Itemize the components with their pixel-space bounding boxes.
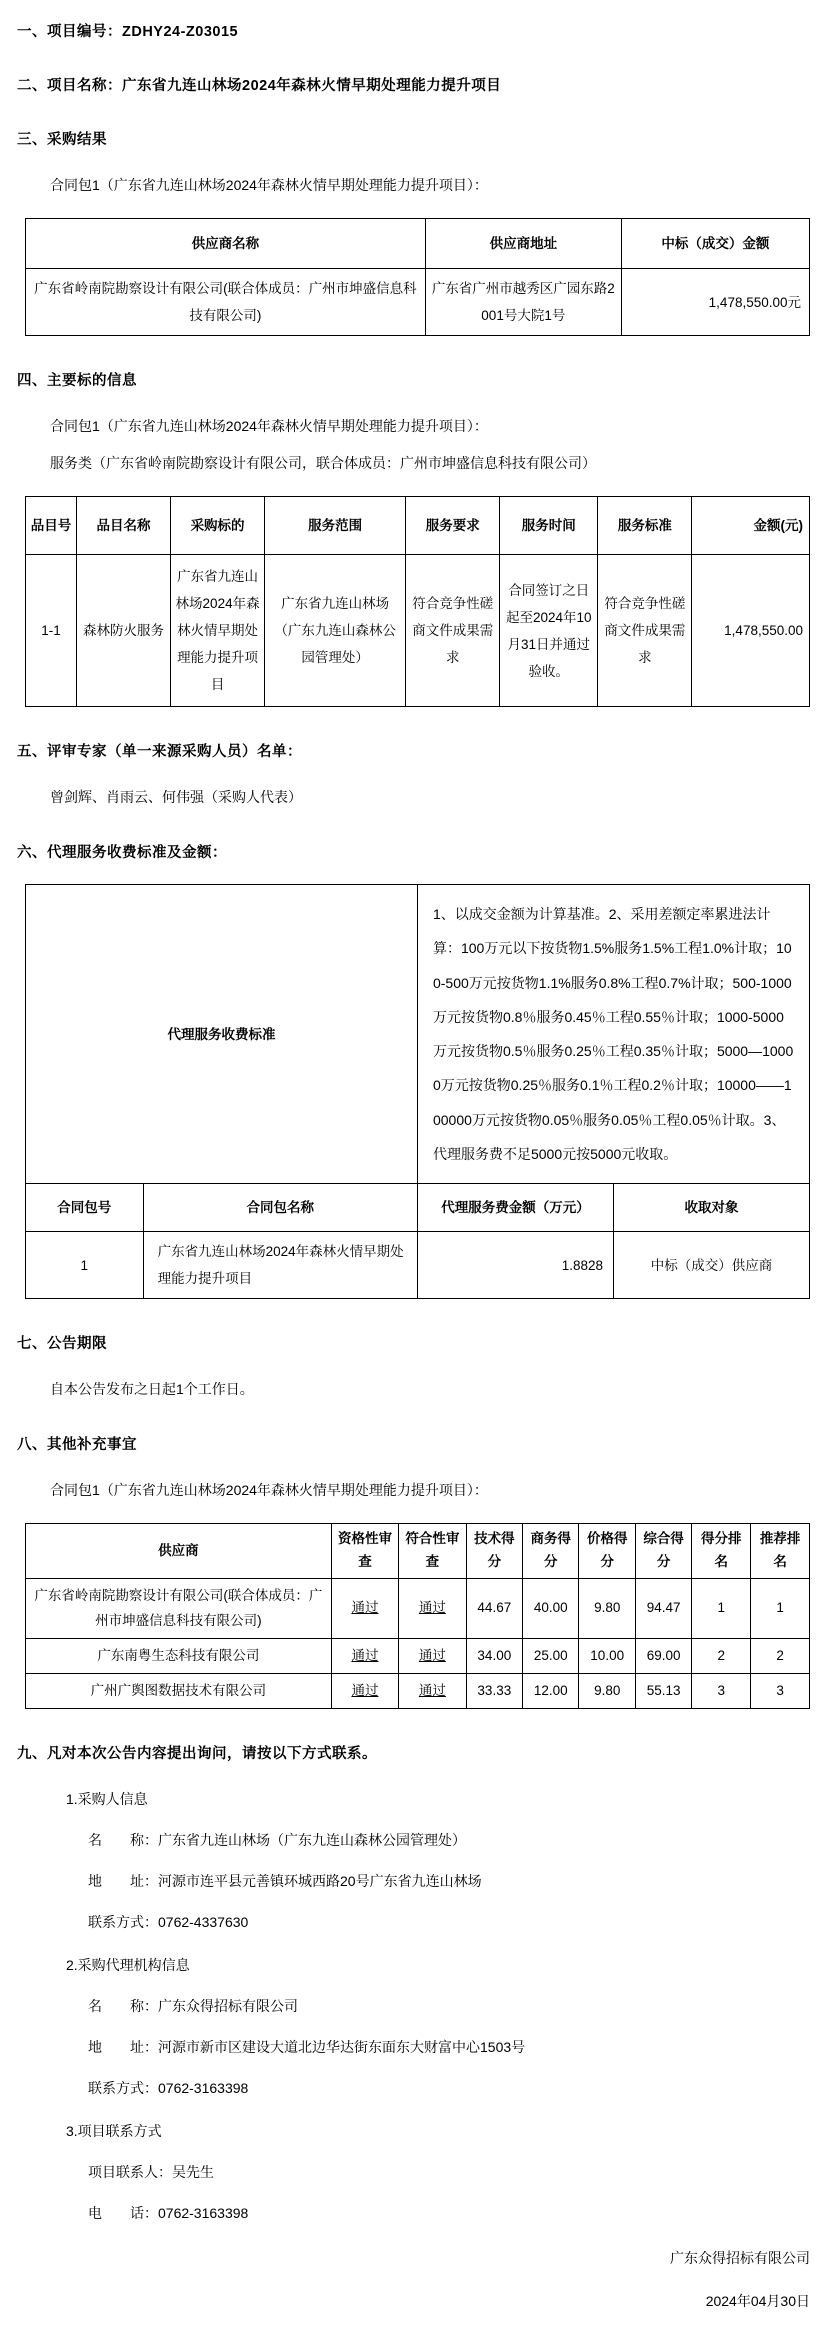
cell-technical-score: 44.67 bbox=[466, 1579, 522, 1639]
agency-contact: 联系方式：0762-3163398 bbox=[88, 2080, 249, 2097]
cell-supplier: 广州广舆图数据技术有限公司 bbox=[26, 1674, 332, 1709]
cell-price-score: 10.00 bbox=[579, 1638, 635, 1673]
header-item-number: 品目号 bbox=[26, 497, 77, 555]
cell-score-rank: 3 bbox=[692, 1674, 751, 1709]
section-5-heading: 五、评审专家（单一来源采购人员）名单： bbox=[17, 744, 302, 760]
cell-recommend-rank: 2 bbox=[751, 1638, 810, 1673]
table-row bbox=[26, 1579, 810, 1639]
section-7-heading: 七、公告期限 bbox=[17, 1336, 107, 1353]
section-2-project-name: 二、项目名称：广东省九连山林场2024年森林火情早期处理能力提升项目 bbox=[17, 78, 502, 94]
procurement-result-table bbox=[25, 218, 810, 336]
section-8-package-intro: 合同包1（广东省九连山林场2024年森林火情早期处理能力提升项目）： bbox=[50, 1482, 488, 1499]
header-price-score: 价格得分 bbox=[579, 1524, 635, 1579]
table-row bbox=[26, 555, 810, 707]
cell-package-number: 1 bbox=[26, 1232, 144, 1299]
cell-commercial-score: 25.00 bbox=[523, 1638, 579, 1673]
table-header-row bbox=[26, 1184, 810, 1232]
header-award-amount: 中标（成交）金额 bbox=[621, 219, 809, 269]
section-6-heading: 六、代理服务收费标准及金额： bbox=[17, 845, 227, 861]
footer-company-signature: 广东众得招标有限公司 bbox=[670, 2250, 810, 2267]
header-fee-amount: 代理服务费金额（万元） bbox=[417, 1184, 613, 1232]
table-row bbox=[26, 1674, 810, 1709]
header-service-standard: 服务标准 bbox=[598, 497, 692, 555]
purchaser-address: 地 址：河源市连平县元善镇环城西路20号广东省九连山林场 bbox=[88, 1873, 482, 1890]
cell-commercial-score: 40.00 bbox=[523, 1579, 579, 1639]
cell-supplier-address: 广东省广州市越秀区广园东路2001号大院1号 bbox=[425, 269, 621, 336]
agency-name: 名 称：广东众得招标有限公司 bbox=[88, 1998, 298, 2015]
cell-service-standard: 符合竞争性磋商文件成果需求 bbox=[598, 555, 692, 707]
table-header-row bbox=[26, 219, 810, 269]
cell-technical-score: 34.00 bbox=[466, 1638, 522, 1673]
section-3-package-intro: 合同包1（广东省九连山林场2024年森林火情早期处理能力提升项目）： bbox=[50, 177, 488, 193]
cell-price-score: 9.80 bbox=[579, 1674, 635, 1709]
main-subject-table bbox=[25, 496, 810, 707]
cell-total-score: 94.47 bbox=[635, 1579, 691, 1639]
header-amount: 金额(元) bbox=[692, 497, 810, 555]
cell-procurement-subject: 广东省九连山林场2024年森林火情早期处理能力提升项目 bbox=[171, 555, 265, 707]
contact-info bbox=[17, 1789, 810, 2224]
cell-score-rank: 2 bbox=[692, 1638, 751, 1673]
section-1-project-number: 一、项目编号：ZDHY24-Z03015 bbox=[17, 24, 239, 40]
cell-award-amount: 1,478,550.00元 bbox=[621, 269, 809, 336]
agency-info-title: 2.采购代理机构信息 bbox=[66, 1957, 190, 1974]
header-procurement-subject: 采购标的 bbox=[171, 497, 265, 555]
agency-fee-table bbox=[25, 884, 810, 1299]
cell-score-rank: 1 bbox=[692, 1579, 751, 1639]
cell-service-requirement: 符合竞争性磋商文件成果需求 bbox=[406, 555, 500, 707]
section-8-heading: 八、其他补充事宜 bbox=[17, 1437, 137, 1454]
cell-conformity-review: 通过 bbox=[399, 1674, 466, 1709]
header-score-rank: 得分排名 bbox=[692, 1524, 751, 1579]
header-package-name: 合同包名称 bbox=[143, 1184, 417, 1232]
cell-supplier: 广东省岭南院勘察设计有限公司(联合体成员：广州市坤盛信息科技有限公司) bbox=[26, 1579, 332, 1639]
fee-standard-label: 代理服务收费标准 bbox=[26, 885, 418, 1184]
header-qualification-review: 资格性审查 bbox=[331, 1524, 398, 1579]
table-row bbox=[26, 1232, 810, 1299]
project-contact-title: 3.项目联系方式 bbox=[66, 2123, 162, 2140]
announcement-period-text: 自本公告发布之日起1个工作日。 bbox=[50, 1381, 254, 1398]
header-service-time: 服务时间 bbox=[500, 497, 598, 555]
cell-service-scope: 广东省九连山林场（广东九连山森林公园管理处） bbox=[265, 555, 406, 707]
section-4-service-class: 服务类（广东省岭南院勘察设计有限公司，联合体成员：广州市坤盛信息科技有限公司） bbox=[50, 455, 596, 471]
cell-package-name: 广东省九连山林场2024年森林火情早期处理能力提升项目 bbox=[143, 1232, 417, 1299]
header-service-requirement: 服务要求 bbox=[406, 497, 500, 555]
table-row bbox=[26, 269, 810, 336]
cell-qualification-review: 通过 bbox=[331, 1674, 398, 1709]
fee-standard-text: 1、以成交金额为计算基准。2、采用差额定率累进法计算：100万元以下按货物1.5%服务1.5%工程1.0%计取；100-500万元按货物1.1%服务0.8%工程0.7%计取；500-1000万元按货物0.8％服务0.45％工程0.55％计取；1000-5000万元按货物0.5％服务0.25％工程0.35％计取；5000—10000万元按货物0.25％服务0.1％工程0.2％计取；10000——100000万元按货物0.05％服务0.05％工程0.05％计取。3、代理服务费不足5000元按5000元收取。 bbox=[417, 885, 809, 1184]
cell-supplier-name: 广东省岭南院勘察设计有限公司(联合体成员：广州市坤盛信息科技有限公司) bbox=[26, 269, 426, 336]
section-4-package-intro: 合同包1（广东省九连山林场2024年森林火情早期处理能力提升项目）： bbox=[50, 418, 488, 434]
cell-recommend-rank: 1 bbox=[751, 1579, 810, 1639]
cell-technical-score: 33.33 bbox=[466, 1674, 522, 1709]
section-9-heading: 九、凡对本次公告内容提出询问，请按以下方式联系。 bbox=[17, 1746, 377, 1763]
supplier-score-table bbox=[25, 1523, 810, 1709]
header-commercial-score: 商务得分 bbox=[523, 1524, 579, 1579]
header-recommend-rank: 推荐排名 bbox=[751, 1524, 810, 1579]
section-3-heading: 三、采购结果 bbox=[17, 132, 107, 148]
header-supplier-name: 供应商名称 bbox=[26, 219, 426, 269]
cell-fee-payer: 中标（成交）供应商 bbox=[613, 1232, 809, 1299]
expert-name-list: 曾剑辉、肖雨云、何伟强（采购人代表） bbox=[50, 789, 302, 805]
header-fee-payer: 收取对象 bbox=[613, 1184, 809, 1232]
cell-price-score: 9.80 bbox=[579, 1579, 635, 1639]
cell-service-time: 合同签订之日起至2024年10月31日并通过验收。 bbox=[500, 555, 598, 707]
cell-recommend-rank: 3 bbox=[751, 1674, 810, 1709]
cell-conformity-review: 通过 bbox=[399, 1579, 466, 1639]
header-conformity-review: 符合性审查 bbox=[399, 1524, 466, 1579]
fee-standard-row bbox=[26, 885, 810, 1184]
cell-commercial-score: 12.00 bbox=[523, 1674, 579, 1709]
footer-date: 2024年04月30日 bbox=[705, 2293, 810, 2310]
cell-fee-amount: 1.8828 bbox=[417, 1232, 613, 1299]
header-service-scope: 服务范围 bbox=[265, 497, 406, 555]
cell-conformity-review: 通过 bbox=[399, 1638, 466, 1673]
cell-supplier: 广东南粤生态科技有限公司 bbox=[26, 1638, 332, 1673]
header-supplier-address: 供应商地址 bbox=[425, 219, 621, 269]
project-contact-phone: 电 话：0762-3163398 bbox=[88, 2205, 249, 2222]
table-header-row bbox=[26, 1524, 810, 1579]
cell-total-score: 55.13 bbox=[635, 1674, 691, 1709]
cell-qualification-review: 通过 bbox=[331, 1638, 398, 1673]
header-technical-score: 技术得分 bbox=[466, 1524, 522, 1579]
header-supplier: 供应商 bbox=[26, 1524, 332, 1579]
header-item-name: 品目名称 bbox=[76, 497, 170, 555]
cell-item-number: 1-1 bbox=[26, 555, 77, 707]
cell-qualification-review: 通过 bbox=[331, 1579, 398, 1639]
agency-address: 地 址：河源市新市区建设大道北边华达街东面东大财富中心1503号 bbox=[88, 2039, 526, 2056]
section-4-heading: 四、主要标的信息 bbox=[17, 373, 137, 389]
cell-item-name: 森林防火服务 bbox=[76, 555, 170, 707]
project-contact-person: 项目联系人：吴先生 bbox=[88, 2164, 214, 2181]
cell-total-score: 69.00 bbox=[635, 1638, 691, 1673]
header-package-number: 合同包号 bbox=[26, 1184, 144, 1232]
cell-amount: 1,478,550.00 bbox=[692, 555, 810, 707]
header-total-score: 综合得分 bbox=[635, 1524, 691, 1579]
purchaser-info-title: 1.采购人信息 bbox=[66, 1791, 148, 1808]
table-row bbox=[26, 1638, 810, 1673]
table-header-row bbox=[26, 497, 810, 555]
purchaser-contact: 联系方式：0762-4337630 bbox=[88, 1914, 249, 1931]
purchaser-name: 名 称：广东省九连山林场（广东九连山森林公园管理处） bbox=[88, 1832, 466, 1849]
